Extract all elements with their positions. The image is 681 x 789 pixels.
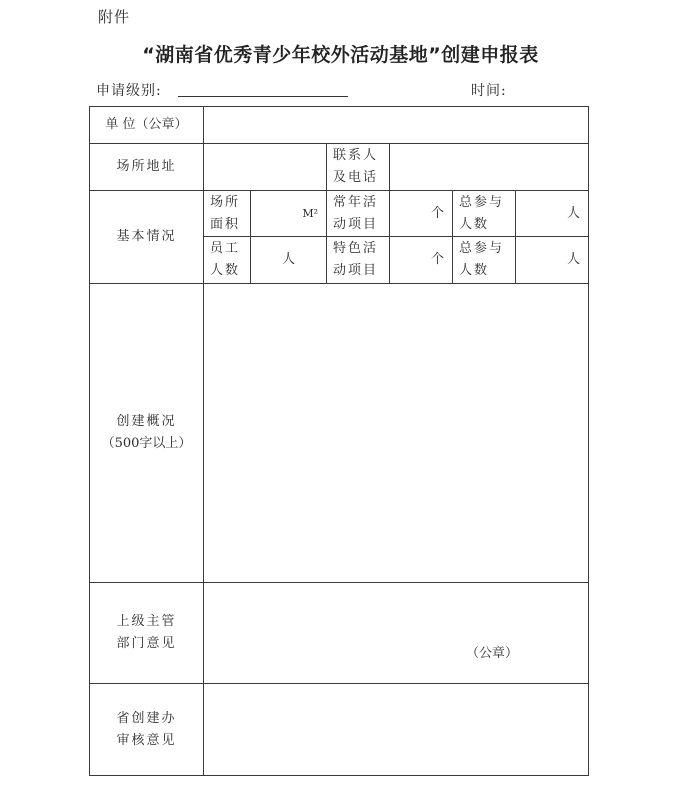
contact-label-line2: 及电话 — [333, 170, 379, 185]
basic-info-label: 基本情况 — [90, 191, 204, 284]
total-participants-value-1[interactable] — [516, 191, 589, 237]
regular-activities-label — [327, 191, 390, 237]
area-value-cell[interactable] — [251, 191, 327, 237]
contact-label-line1: 联系人 — [333, 148, 379, 163]
seal-label: （公章） — [466, 646, 519, 661]
address-row — [90, 144, 589, 191]
regular-activities-line1: 常年活 — [333, 194, 379, 210]
regular-activities-line2: 动项目 — [333, 216, 379, 232]
staff-unit: 人 — [281, 252, 295, 267]
form-title: “湖南省优秀青少年校外活动基地”创建申报表 — [142, 44, 539, 66]
contact-value-cell[interactable] — [390, 144, 589, 191]
special-activities-line2: 动项目 — [333, 263, 379, 278]
staff-label-line1: 员工 — [210, 241, 241, 256]
address-label: 场所地址 — [90, 144, 204, 191]
unit-value-cell[interactable] — [204, 107, 589, 144]
staff-label — [204, 237, 251, 284]
total-participants-2-line1: 总参与 — [459, 241, 505, 256]
level-input-line[interactable] — [178, 96, 348, 97]
superior-opinion-value-cell[interactable] — [204, 583, 589, 684]
overview-label-line2: （500字以上） — [101, 436, 192, 451]
area-label-line1: 场所 — [210, 194, 241, 210]
total-participants-value-2[interactable] — [516, 237, 589, 284]
staff-label-line2: 人数 — [210, 263, 241, 278]
total1-unit: 人 — [567, 205, 581, 221]
unit-row — [90, 107, 589, 144]
superior-label-line1: 上级主管 — [116, 614, 177, 629]
overview-row — [90, 284, 589, 583]
application-form-table — [89, 106, 589, 776]
province-label-line1: 省创建办 — [116, 710, 177, 726]
unit-label: 单 位（公章） — [90, 107, 204, 144]
province-row — [90, 684, 589, 776]
total-participants-label-2 — [453, 237, 516, 284]
province-review-label — [90, 684, 204, 776]
overview-label — [90, 284, 204, 583]
total-participants-1-line1: 总参与 — [459, 194, 505, 210]
area-label — [204, 191, 251, 237]
total-participants-2-line2: 人数 — [459, 263, 490, 278]
special-unit: 个 — [430, 252, 444, 267]
regular-unit: 个 — [430, 205, 444, 221]
area-label-line2: 面积 — [210, 216, 241, 232]
contact-label — [327, 144, 390, 191]
superior-row — [90, 583, 589, 684]
special-activities-line1: 特色活 — [333, 241, 379, 256]
level-label: 申请级别: — [96, 83, 162, 99]
time-label: 时间: — [471, 83, 507, 99]
superior-label-line2: 部门意见 — [116, 636, 177, 651]
province-label-line2: 审核意见 — [116, 732, 177, 748]
overview-label-line1: 创建概况 — [116, 414, 177, 429]
regular-activities-value-cell[interactable] — [390, 191, 453, 237]
province-review-value-cell[interactable] — [204, 684, 589, 776]
area-unit: M² — [302, 206, 318, 220]
address-value-cell[interactable] — [204, 144, 327, 191]
basic-row-1 — [90, 191, 589, 237]
total2-unit: 人 — [567, 252, 581, 267]
superior-opinion-label — [90, 583, 204, 684]
total-participants-1-line2: 人数 — [459, 216, 490, 232]
total-participants-label-1 — [453, 191, 516, 237]
staff-value-cell[interactable] — [251, 237, 327, 284]
overview-value-cell[interactable] — [204, 284, 589, 583]
special-activities-label — [327, 237, 390, 284]
attachment-label: 附件 — [98, 8, 131, 26]
special-activities-value-cell[interactable] — [390, 237, 453, 284]
